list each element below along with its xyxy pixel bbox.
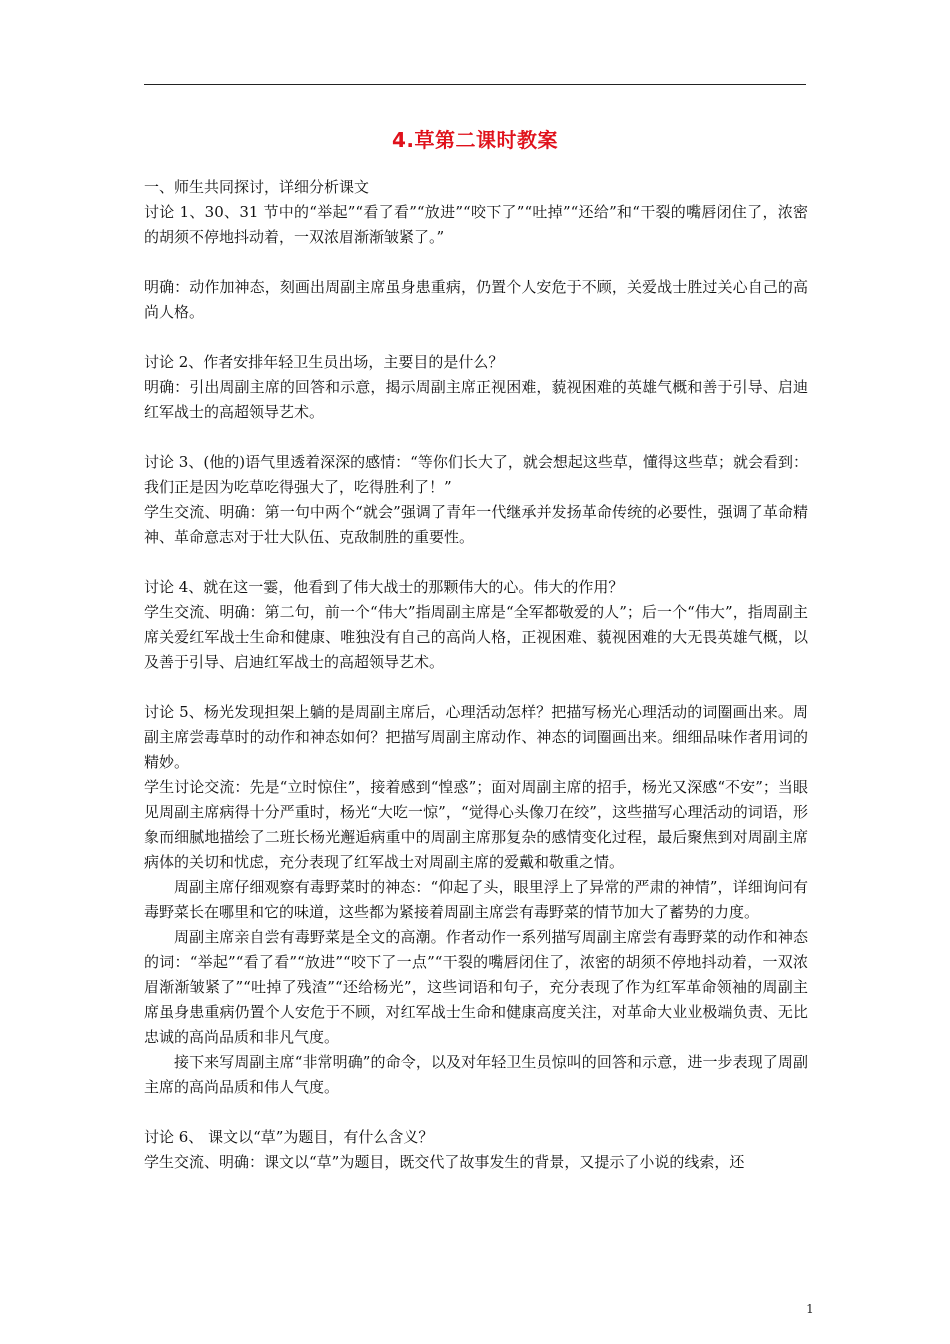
discussion-4-answer: 学生交流、明确：第二句，前一个“伟大”指周副主席是“全军都敬爱的人”；后一个“伟大”，指周副主席关爱红军战士生命和健康、唯独没有自己的高尚人格，正视困难、藐视困难的大无畏英雄气概，以及善于引导、启迪红军战士的高超领导艺术。 [144,603,808,671]
discussion-5-paragraph: 接下来写周副主席“非常明确”的命令，以及对年轻卫生员惊叫的回答和示意，进一步表现了周副主席的高尚品质和伟人气度。 [144,1053,808,1096]
header-rule [144,84,806,85]
discussion-2-answer: 明确：引出周副主席的回答和示意，揭示周副主席正视困难，藐视困难的英雄气概和善于引导、启迪红军战士的高超领导艺术。 [144,378,808,421]
discussion-5-paragraph: 周副主席亲自尝有毒野菜是全文的高潮。作者动作一系列描写周副主席尝有毒野菜的动作和神态的词：“举起”“看了看”“放进”“咬下了一点”“干裂的嘴唇闭住了，浓密的胡须不停地抖动着，一双浓眉渐渐皱紧了”“吐掉了残渣”“还给杨光”，这些词语和句子，充分表现了作为红军革命领袖的周副主席虽身患重病仍置个人安危于不顾，对红军战士生命和健康高度关注，对革命大业业极端负责、无比忠诚的高尚品质和非凡气度。 [144,928,808,1046]
discussion-5-answer: 学生讨论交流：先是“立时惊住”，接着感到“惶惑”；面对周副主席的招手，杨光又深感“不安”；当眼见周副主席病得十分严重时，杨光“大吃一惊”，“觉得心头像刀在绞”，这些描写心理活动的词语，形象而细腻地描绘了二班长杨光邂逅病重中的周副主席那复杂的感情变化过程，最后聚焦到对周副主席病体的关切和忧虑，充分表现了红军战士对周副主席的爱戴和敬重之情。 [144,778,808,871]
page-number: 1 [806,1302,814,1316]
discussion-5-question: 讨论 5、杨光发现担架上躺的是周副主席后，心理活动怎样？把描写杨光心理活动的词圈画出来。周副主席尝毒草时的动作和神态如何？把描写周副主席动作、神态的词圈画出来。细细品味作者用词的精妙。 [144,703,808,771]
discussion-2-question: 讨论 2、作者安排年轻卫生员出场，主要目的是什么？ [144,353,504,371]
section-heading: 一、师生共同探讨，详细分析课文 [144,178,370,196]
discussion-3-answer: 学生交流、明确：第一句中两个“就会”强调了青年一代继承并发扬革命传统的必要性，强调了革命精神、革命意志对于壮大队伍、克敌制胜的重要性。 [144,503,808,546]
discussion-3-question: 讨论 3、(他的)语气里透着深深的感情：“等你们长大了，就会想起这些草，懂得这些草；就会看到：我们正是因为吃草吃得强大了，吃得胜利了！” [144,453,808,496]
discussion-6-answer: 学生交流、明确：课文以“草”为题目，既交代了故事发生的背景，又提示了小说的线索，还 [144,1153,745,1171]
discussion-6-question: 讨论 6、 课文以“草”为题目，有什么含义？ [144,1128,434,1146]
discussion-1-question: 讨论 1、30、31 节中的“举起”“看了看”“放进”“咬下了”“吐掉”“还给”和“干裂的嘴唇闭住了，浓密的胡须不停地抖动着，一双浓眉渐渐皱紧了。” [144,203,808,246]
discussion-5-paragraph: 周副主席仔细观察有毒野菜时的神态：“仰起了头，眼里浮上了异常的严肃的神情”，详细询问有毒野菜长在哪里和它的味道，这些都为紧接着周副主席尝有毒野菜的情节加大了蓄势的力度。 [144,878,808,921]
discussion-1-answer: 明确：动作加神态，刻画出周副主席虽身患重病，仍置个人安危于不顾，关爱战士胜过关心自己的高尚人格。 [144,278,808,321]
document-title: 4.草第二课时教案 [391,128,558,152]
document-body [144,175,808,1175]
discussion-4-question: 讨论 4、就在这一霎，他看到了伟大战士的那颗伟大的心。伟大的作用？ [144,578,624,596]
